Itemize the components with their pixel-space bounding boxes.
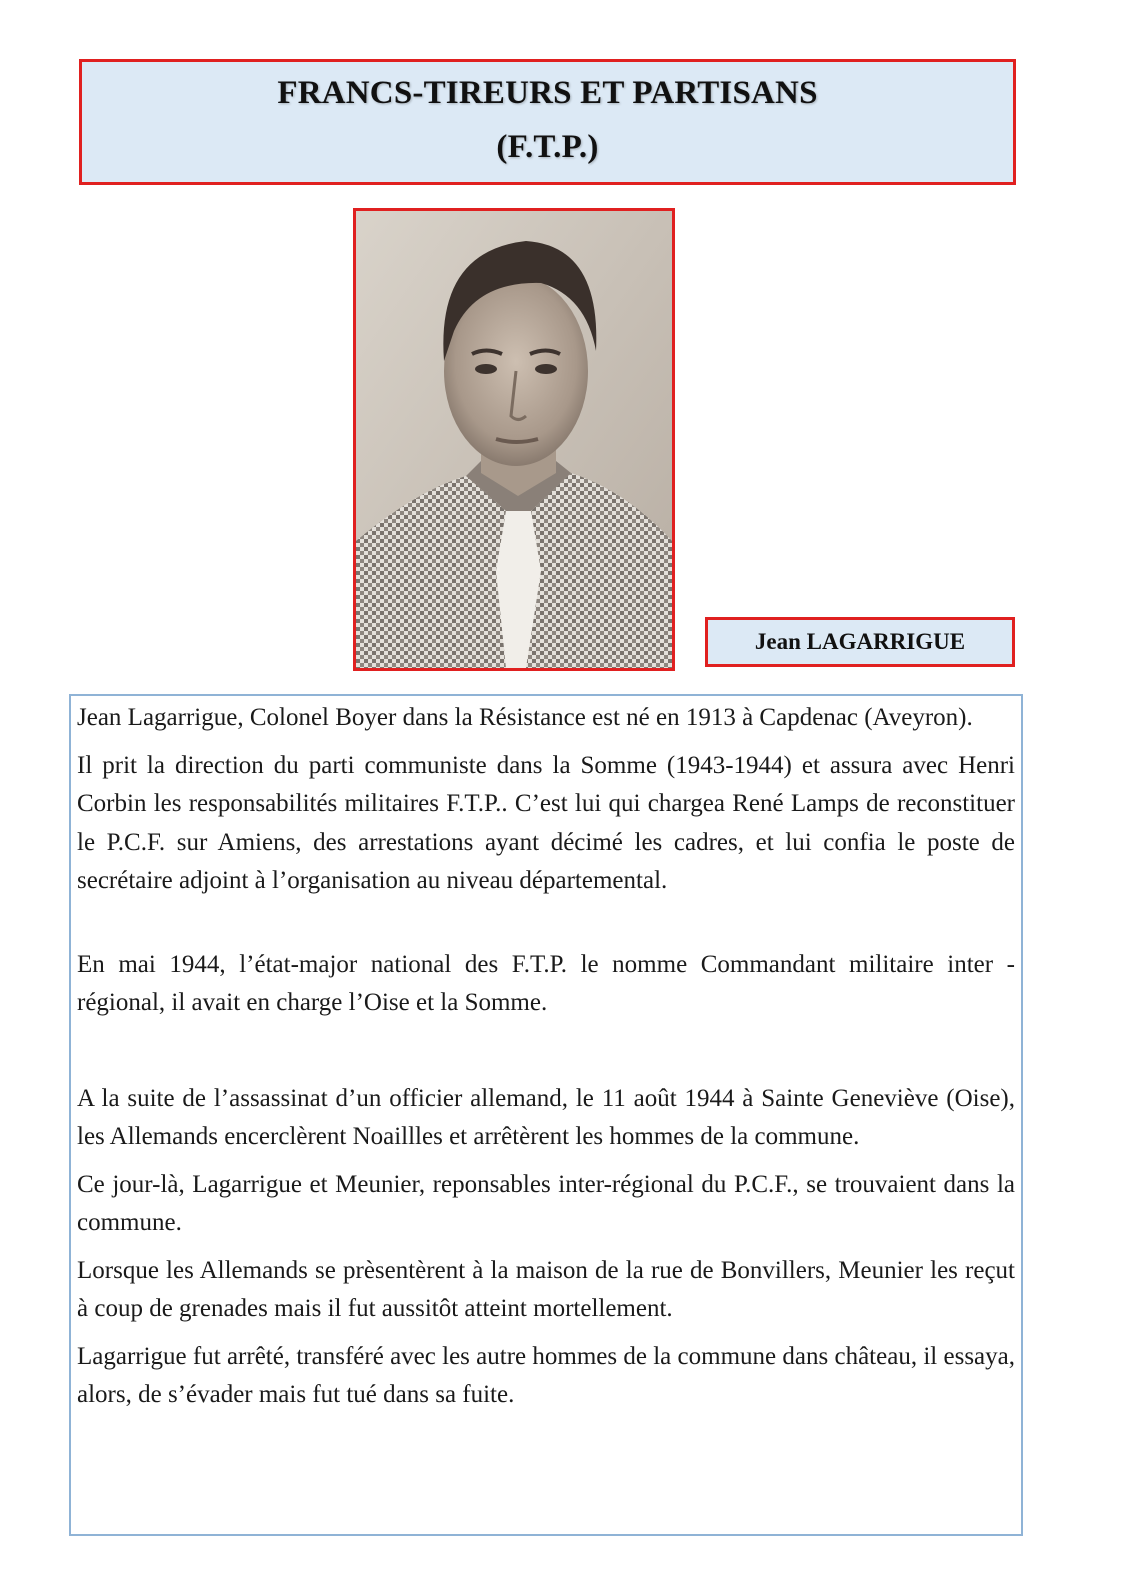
portrait-image — [356, 211, 672, 668]
page-subtitle: (F.T.P.) — [496, 129, 599, 165]
paragraph-birth: Jean Lagarrigue, Colonel Boyer dans la Résistance est né en 1913 à Capdenac (Aveyron). — [77, 704, 973, 731]
paragraph-arrest: Lagarrigue fut arrêté, transféré avec les autre hommes de la commune dans château, il essaya, alors, de s’évader mais fut tué dans sa fuite. — [77, 1342, 1015, 1408]
paragraph-that-day: Ce jour-là, Lagarrigue et Meunier, reponsables inter-régional du P.C.F., se trouvaient dans la commune. — [77, 1170, 1015, 1236]
portrait-photo — [353, 208, 675, 671]
paragraph-command: En mai 1944, l’état-major national des F.T.P. le nomme Commandant militaire inter -régional, il avait en charge l’Oise et la Somme. — [77, 950, 1015, 1016]
title-banner — [79, 59, 1016, 185]
paragraph-party-direction: Il prit la direction du parti communiste dans la Somme (1943-1944) et assura avec Henri Corbin les responsabilités militaires F.T.P.. C’est lui qui chargea René Lamps de reconstituer le P.C.F. sur Amiens, des arrestations ayant décimé les cadres, et lui confia le poste de secrétaire adjoint à l’organisation au niveau départemental. — [77, 751, 1015, 894]
biography-text-box — [69, 694, 1023, 1536]
paragraph-meunier: Lorsque les Allemands se prèsentèrent à la maison de la rue de Bonvillers, Meunier les reçut à coup de grenades mais il fut aussitôt atteint mortellement. — [77, 1256, 1015, 1322]
paragraph-noailles: A la suite de l’assassinat d’un officier allemand, le 11 août 1944 à Sainte Geneviève (Oise), les Allemands encerclèrent Noaillles et arrêtèrent les hommes de la commune. — [77, 1084, 1015, 1150]
page-title: FRANCS-TIREURS ET PARTISANS — [277, 75, 818, 111]
portrait-caption: Jean LAGARRIGUE — [705, 617, 1015, 667]
